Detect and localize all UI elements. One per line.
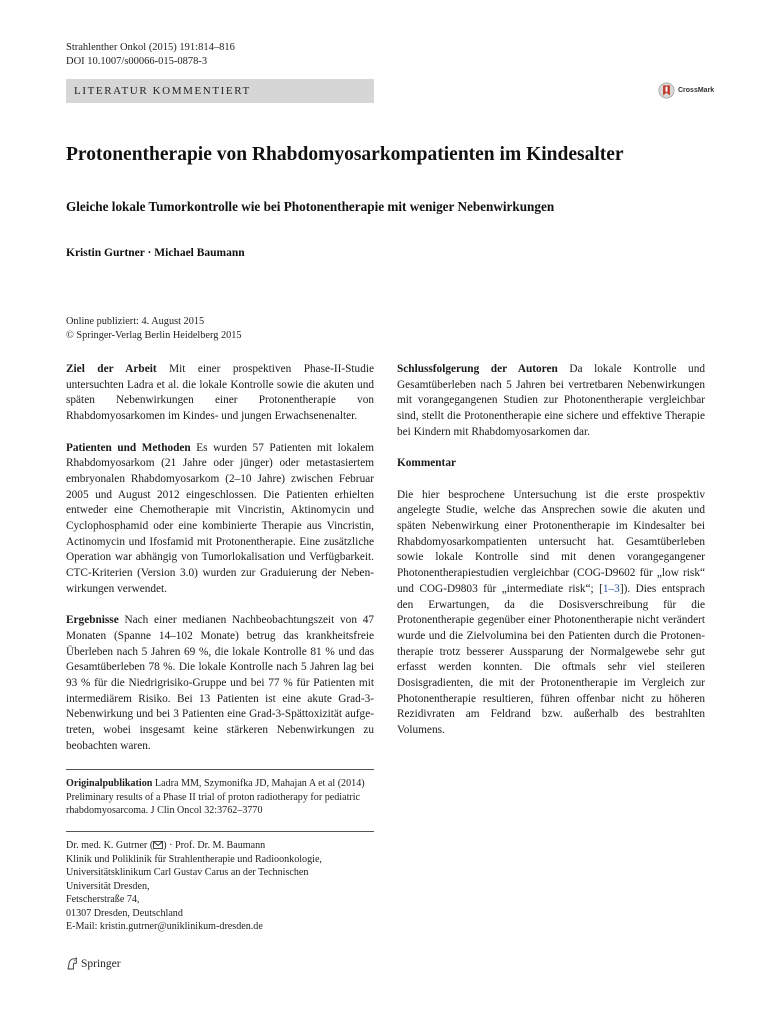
abstract-results (66, 613, 374, 754)
copyright-line: © Springer-Verlag Berlin Heidelberg 2015 (66, 329, 242, 341)
divider (66, 769, 374, 770)
abstract-methods (66, 441, 374, 598)
doi-link[interactable]: DOI 10.1007/s00066-015-0878-3 (66, 56, 208, 67)
abstract-aim (66, 362, 374, 425)
address-line: 01307 Dresden, Deutschland (66, 907, 183, 919)
correspondence-names (66, 839, 374, 853)
publication-info (66, 315, 242, 342)
abstract-methods-text: Es wurden 57 Patienten mit lokalem Rhabdomyosarkom (21 Jahre oder jünger) oder metastasiertem embryonalen Rhabdomyosarkom (2–10 Jahre) zwischen Februar 2005 und August 2012 eingeschlossen. Die Patienten erhielten entweder eine Chemotherapie mit Vincristin, Aktinomycin und Cyclophosphamid oder eine kombinierte Therapie aus Vincristin, Actinomycin und Ifosfamid mit Protonentherapie. Eine zusätzliche Operation war abhängig von Tumorlokalisation und Verfügbarkeit. CTC-Kriterien (Version 3.0) wurden zur Graduierung der Nebenwirkungen verwendet. (66, 441, 375, 595)
correspondence-name-before: Dr. med. K. Gutrner ( (66, 840, 154, 851)
journal-citation: Strahlenther Onkol (2015) 191:814–816 (66, 42, 235, 53)
original-publication (66, 777, 374, 818)
springer-horse-icon (66, 957, 78, 970)
original-publication-label: Originalpublikation (66, 778, 153, 789)
commentary-text-2: ]). Dies entsprach den Erwartungen, da die Dosisverschreibung für die Protonentherapie gegenüber einer Photonentherapie nicht verändert wurde und die Zielvolumina bei den Patienten durch die Protonentherapie trotz besserer Aussparung der Normalgewebe sehr gut erfasst werden konnten. Die oftmals sehr viel steileren Dosisgradienten, die mit der Protonentherapie im Vergleich zur Photonentherapie resultieren, führen offenbar nicht zu höheren Rezidivraten am Feldrand bzw. außerhalb des bestrahlten Volumens. (397, 582, 705, 737)
abstract-results-label: Ergebnisse (66, 614, 119, 627)
abstract-conclusion (397, 362, 705, 441)
publisher-name: Springer (81, 957, 121, 970)
crossmark-icon (658, 82, 675, 99)
address-line: Klinik und Poliklinik für Strahlentherapie und Radioonkologie, (66, 853, 322, 865)
publisher-logo (66, 957, 121, 970)
abstract-conclusion-label: Schlussfolgerung der Autoren (397, 363, 558, 375)
correspondence-address (66, 839, 374, 934)
commentary-body (397, 488, 705, 739)
article-title: Protonentherapie von Rhabdomyosarkompatienten im Kindesalter (66, 144, 624, 165)
section-banner: LITERATUR KOMMENTIERT (66, 79, 374, 103)
address-line: Universität Dresden, (66, 880, 150, 892)
abstract-conclusion-text: Da lokale Kontrolle und Gesamtüberleben nach 5 Jahren bei vertretbaren Nebenwirkungen mit vorangegangenen Studien zur Photonentherapie vergleichbar sind, stellt die Protonentherapie eine sichere und effektive Therapie bei Kindern mit Rhabdomyosarkomen dar. (397, 363, 706, 438)
left-column (66, 362, 374, 770)
address-line: Fetscherstraße 74, (66, 894, 140, 905)
address-line: Universitätsklinikum Carl Gustav Carus an der Technischen (66, 867, 309, 878)
online-date: Online publiziert: 4. August 2015 (66, 316, 205, 327)
original-publication-text: Ladra MM, Szymonifka JD, Mahajan A et al (2014) Preliminary results of a Phase II trial of proton radiotherapy for pediatric rhabdomyosarcoma. J Clin Oncol 32:3762–3770 (66, 778, 365, 816)
commentary-text-1: Die hier besprochene Untersuchung ist die erste prospektiv angelegte Studie, welche das Ansprechen sowie die akuten und späten Nebenwirkung einer Protonentherapie im Kindesalter bei Rhabdomyosarkompatienten untersucht hat. Gesamtüberleben sowie lokale Kontrolle sind mit denen vorangegangener Photonentherapiestudien vergleichbar (COG-D9602 für „low risk“ und COG-D9803 für „intermediate risk“; [ (397, 488, 705, 595)
crossmark-badge[interactable] (658, 81, 714, 99)
abstract-results-text: Nach einer medianen Nachbeobachtungszeit von 47 Monaten (Spanne 14–102 Monate) betrug das krankheitsfreie Überleben nach 5 Jahren 69 %, die lokale Kontrolle 81 % und das Gesamtüberleben 78 %. Die lokale Kontrolle nach 5 Jahren lag bei 93 % für die Niedrigrisiko-Gruppe und bei 77 % für Patienten mit intermediärem Risiko. Bei 13 Patienten ist eine akute Grad-3-Nebenwirkung und bei 3 Patienten eine Grad-3-Spättoxizität aufgetreten, wobei insgesamt keine stärkeren Nebenwirkungen zu beobachten waren. (66, 614, 375, 752)
commentary-heading: Kommentar (397, 457, 456, 470)
envelope-icon[interactable] (153, 841, 163, 849)
reference-link[interactable]: 1–3 (602, 582, 620, 595)
divider (66, 831, 374, 832)
crossmark-label: CrossMark (678, 86, 715, 94)
abstract-aim-label: Ziel der Arbeit (66, 363, 157, 375)
correspondence-name-after: ) · Prof. Dr. M. Baumann (163, 840, 266, 851)
author-list: Kristin Gurtner · Michael Baumann (66, 247, 245, 259)
abstract-aim-text: Mit einer prospektiven Phase-II-Studie untersuchten Ladra et al. die lokale Kontrolle sowie die akuten und späten Nebenwirkungen einer Protonentherapie von Rhabdomyosarkomen im Kindes- und jungen Erwachsenenalter. (66, 363, 374, 423)
abstract-methods-label: Patienten und Methoden (66, 441, 191, 454)
email-link[interactable]: E-Mail: kristin.gutrner@uniklinikum-dresden.de (66, 921, 263, 932)
right-column (397, 362, 705, 755)
article-subtitle: Gleiche lokale Tumorkontrolle wie bei Photonentherapie mit weniger Nebenwirkungen (66, 199, 555, 214)
